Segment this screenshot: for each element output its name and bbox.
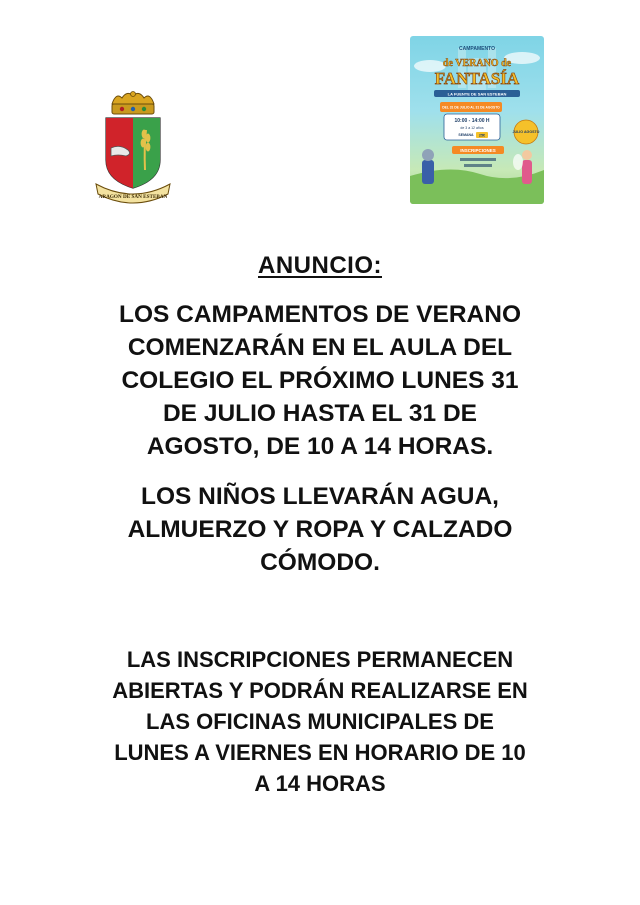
paragraph-line: LOS NIÑOS LLEVARÁN AGUA, — [141, 483, 499, 510]
kids-supplies-paragraph — [40, 480, 600, 579]
paragraph-line: AGOSTO, DE 10 A 14 HORAS. — [146, 433, 494, 460]
poster-title-1: de VERANO de — [442, 58, 512, 69]
poster-price-label: SEMANA — [458, 133, 474, 137]
municipal-crest-logo — [92, 88, 174, 206]
crown-icon — [112, 92, 154, 115]
paragraph-line: COLEGIO EL PRÓXIMO LUNES 31 — [121, 367, 519, 394]
registration-paragraph — [40, 644, 600, 799]
paragraph-line: LOS CAMPAMENTOS DE VERANO — [118, 301, 521, 328]
paragraph-line: LAS OFICINAS MUNICIPALES DE — [146, 709, 494, 734]
poster-price: 25€ — [478, 133, 486, 138]
paragraph-line: ALMUERZO Y ROPA Y CALZADO — [127, 516, 513, 543]
poster-footer: INSCRIPCIONES — [460, 148, 496, 153]
poster-dates: DEL 31 DE JULIO AL 31 DE AGOSTO — [442, 105, 500, 110]
announcement-title: ANUNCIO: — [258, 252, 382, 279]
poster-ages: de 3 a 12 años — [460, 126, 484, 130]
poster-title-2: FANTASÍA — [434, 69, 520, 88]
paragraph-line: CÓMODO. — [260, 549, 380, 576]
shield-icon — [106, 118, 160, 188]
poster-hours: 10:00 - 14:00 H — [454, 118, 490, 124]
paragraph-line: COMENZARÁN EN EL AULA DEL — [127, 334, 513, 361]
poster-subtitle: LA FUENTE DE SAN ESTEBAN — [447, 91, 507, 97]
paragraph-line: A 14 HORAS — [254, 771, 386, 796]
paragraph-line: LAS INSCRIPCIONES PERMANECEN — [126, 647, 514, 672]
summer-camp-poster — [410, 36, 544, 204]
paragraph-line: LUNES A VIERNES EN HORARIO DE 10 — [114, 740, 526, 765]
crest-label: ARAGON DE SAN ESTEBAN — [98, 194, 168, 200]
paragraph-line: ABIERTAS Y PODRÁN REALIZARSE EN — [112, 678, 528, 703]
paragraph-line: DE JULIO HASTA EL 31 DE — [162, 400, 478, 427]
camp-start-paragraph — [40, 298, 600, 463]
poster-kicker: CAMPAMENTO — [459, 46, 495, 52]
poster-badge-text: JULIO AGOSTO — [512, 130, 540, 134]
knight-figure-icon — [422, 149, 434, 184]
